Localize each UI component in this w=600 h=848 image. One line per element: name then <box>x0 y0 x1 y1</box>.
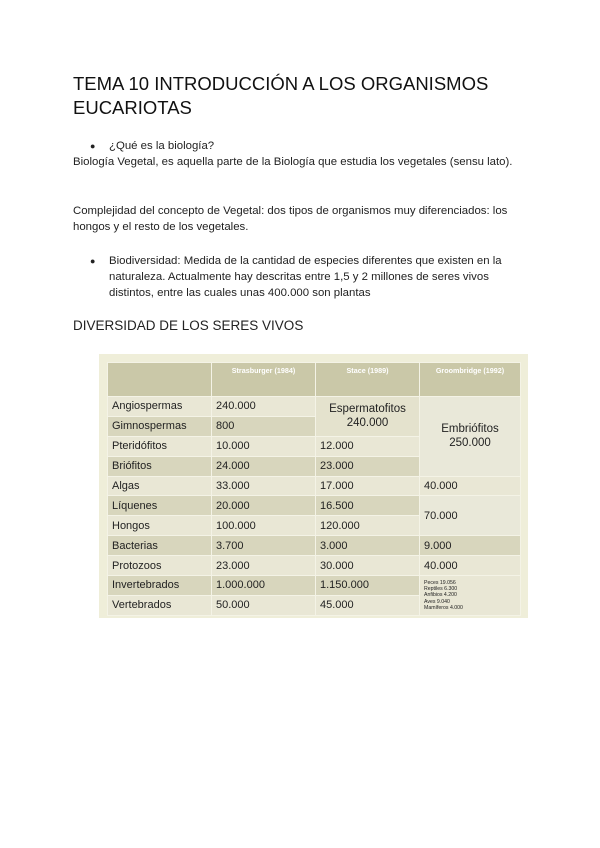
table-cell: 33.000 <box>212 476 316 496</box>
table-cell: 40.000 <box>420 556 521 576</box>
table-row <box>108 397 521 417</box>
bullet-text: Biodiversidad: Medida de la cantidad de especies diferentes que existen en la naturaleza. Actualmente hay descritas entre 1,5 y 2 millones de seres vivos distintos, entre las cuales unas 400.000 son plantas <box>109 255 502 299</box>
table-cell: 40.000 <box>420 476 521 496</box>
table-cell: 16.500 <box>316 496 420 516</box>
breakdown-line: Reptiles 6.300 <box>424 586 458 593</box>
table-cell: 9.000 <box>420 536 521 556</box>
bullet-dot-icon: ● <box>90 141 96 151</box>
table-cell: Protozoos <box>108 556 212 576</box>
table-cell: Gimnospermas <box>108 416 212 436</box>
table-cell: Invertebrados <box>108 576 212 596</box>
table-cell: 800 <box>212 416 316 436</box>
vertebrate-breakdown-cell <box>420 576 521 616</box>
merged-cell-embriofitos <box>420 397 521 477</box>
table-row <box>108 496 521 516</box>
table-header <box>108 363 212 397</box>
bullet-text: ¿Qué es la biología? <box>109 140 215 152</box>
merged-cell-espermatofitos <box>316 397 420 437</box>
bullet-dot-icon: ● <box>90 256 96 266</box>
table-header-row <box>108 363 521 397</box>
merged-cell-value: 250.000 <box>449 437 491 450</box>
section-heading: DIVERSIDAD DE LOS SERES VIVOS <box>73 318 304 333</box>
breakdown-line: Peces 19.056 <box>424 579 456 586</box>
table-cell: 10.000 <box>212 436 316 456</box>
merged-cell-value: 240.000 <box>346 417 389 430</box>
table-cell: 23.000 <box>212 556 316 576</box>
table-cell: 1.150.000 <box>316 576 420 596</box>
table-cell: 240.000 <box>212 397 316 417</box>
table-cell: 3.700 <box>212 536 316 556</box>
table-cell: Hongos <box>108 516 212 536</box>
table-cell: 120.000 <box>316 516 420 536</box>
table-cell: Líquenes <box>108 496 212 516</box>
page-title: TEMA 10 INTRODUCCIÓN A LOS ORGANISMOS EUCARIOTAS <box>73 73 489 118</box>
table-header: Strasburger (1984) <box>212 363 316 397</box>
table-cell: Pteridófitos <box>108 436 212 456</box>
table-cell: 24.000 <box>212 456 316 476</box>
table-header: Groombridge (1992) <box>420 363 521 397</box>
table-row <box>108 576 521 596</box>
diversity-table-figure <box>99 354 528 618</box>
paragraph-biologia-vegetal: Biología Vegetal, es aquella parte de la Biología que estudia los vegetales (sensu lato). <box>73 156 513 168</box>
table-row <box>108 556 521 576</box>
table-row <box>108 536 521 556</box>
table-cell: 45.000 <box>316 595 420 615</box>
table-cell: Briófitos <box>108 456 212 476</box>
table-row <box>108 476 521 496</box>
table-cell: 50.000 <box>212 595 316 615</box>
table-cell: 20.000 <box>212 496 316 516</box>
breakdown-line: Aves 9.040 <box>424 598 450 605</box>
table-cell: 1.000.000 <box>212 576 316 596</box>
merged-cell-hongos-liquenes: 70.000 <box>420 496 521 536</box>
diversity-table <box>107 362 521 616</box>
table-cell: 12.000 <box>316 436 420 456</box>
table-cell: 17.000 <box>316 476 420 496</box>
table-cell: Algas <box>108 476 212 496</box>
merged-cell-label: Embriófitos <box>441 423 499 436</box>
table-cell: Vertebrados <box>108 595 212 615</box>
table-cell: Bacterias <box>108 536 212 556</box>
table-cell: 3.000 <box>316 536 420 556</box>
table-cell: 30.000 <box>316 556 420 576</box>
breakdown-line: Mamíferos 4.000 <box>424 604 463 611</box>
breakdown-line: Anfibios 4.200 <box>424 592 457 599</box>
table-header: Stace (1989) <box>316 363 420 397</box>
table-cell: 23.000 <box>316 456 420 476</box>
table-cell: 100.000 <box>212 516 316 536</box>
paragraph-complejidad: Complejidad del concepto de Vegetal: dos tipos de organismos muy diferenciados: los hongos y el resto de los vegetales. <box>73 205 508 233</box>
table-cell: Angiospermas <box>108 397 212 417</box>
merged-cell-label: Espermatofitos <box>329 403 406 416</box>
